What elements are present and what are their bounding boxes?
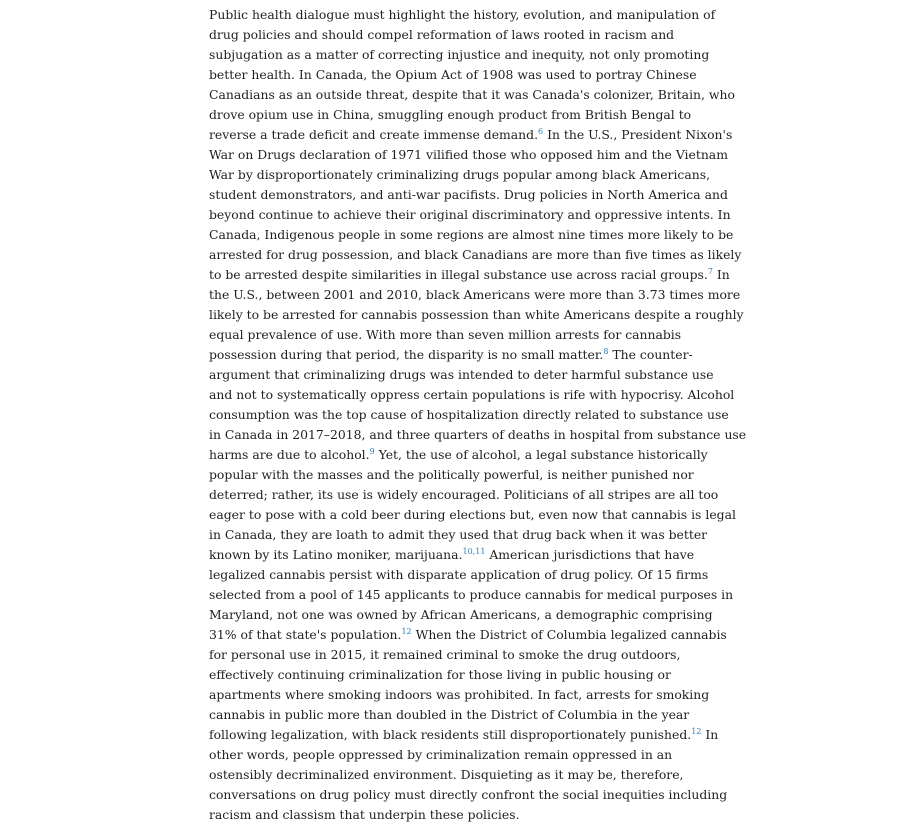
text-line <box>209 505 739 525</box>
text-line <box>209 705 739 725</box>
text-line <box>209 185 739 205</box>
text-line <box>209 525 739 545</box>
text-segment: 31% of that state's population. <box>209 627 402 642</box>
text-segment: apartments where smoking indoors was prohibited. In fact, arrests for smoking <box>209 687 710 702</box>
text-line <box>209 725 739 745</box>
text-segment: drug policies and should compel reformation of laws rooted in racism and <box>209 27 675 42</box>
text-segment: equal prevalence of use. With more than seven million arrests for cannabis <box>209 327 682 342</box>
text-line <box>209 345 739 365</box>
text-segment: likely to be arrested for cannabis possession than white Americans despite a roughly <box>209 307 744 322</box>
text-segment: The counter- <box>608 347 693 362</box>
text-line <box>209 685 739 705</box>
text-segment: deterred; rather, its use is widely encouraged. Politicians of all stripes are all too <box>209 487 719 502</box>
text-segment: subjugation as a matter of correcting injustice and inequity, not only promoting <box>209 47 710 62</box>
reference-link[interactable]: 8 <box>603 347 609 356</box>
text-line <box>209 645 739 665</box>
text-line <box>209 65 739 85</box>
text-line <box>209 465 739 485</box>
text-segment: following legalization, with black residents still disproportionately punished. <box>209 727 692 742</box>
text-segment: other words, people oppressed by criminalization remain oppressed in an <box>209 747 673 762</box>
text-line <box>209 565 739 585</box>
text-segment: beyond continue to achieve their original discriminatory and oppressive intents. In <box>209 207 731 222</box>
text-line <box>209 105 739 125</box>
text-segment: consumption was the top cause of hospitalization directly related to substance use <box>209 407 729 422</box>
text-line <box>209 485 739 505</box>
text-line <box>209 145 739 165</box>
text-line <box>209 265 739 285</box>
text-segment: War on Drugs declaration of 1971 vilified those who opposed him and the Vietnam <box>209 147 728 162</box>
text-line <box>209 365 739 385</box>
text-segment: In <box>701 727 719 742</box>
text-line <box>209 585 739 605</box>
text-segment: Yet, the use of alcohol, a legal substance historically <box>374 447 708 462</box>
text-segment: harms are due to alcohol. <box>209 447 370 462</box>
text-line <box>209 425 747 445</box>
text-segment: arrested for drug possession, and black Canadians are more than five times as likely <box>209 247 742 262</box>
text-segment: in Canada in 2017–2018, and three quarters of deaths in hospital from substance use <box>209 427 747 442</box>
text-line <box>209 605 739 625</box>
text-segment: cannabis in public more than doubled in the District of Columbia in the year <box>209 707 690 722</box>
text-segment: to be arrested despite similarities in illegal substance use across racial groups. <box>209 267 708 282</box>
text-segment: student demonstrators, and anti-war pacifists. Drug policies in North America and <box>209 187 728 202</box>
text-line <box>209 765 739 785</box>
reference-link[interactable]: 6 <box>538 127 544 136</box>
reference-link[interactable]: 10,11 <box>462 547 486 556</box>
text-segment: in Canada, they are loath to admit they used that drug back when it was better <box>209 527 708 542</box>
text-segment: racism and classism that underpin these policies. <box>209 807 520 822</box>
text-segment: effectively continuing criminalization for those living in public housing or <box>209 667 671 682</box>
text-segment: When the District of Columbia legalized cannabis <box>411 627 727 642</box>
text-segment: In <box>712 267 730 282</box>
text-line <box>209 545 739 565</box>
reference-link[interactable]: 7 <box>707 267 713 276</box>
text-line <box>209 305 744 325</box>
text-segment: drove opium use in China, smuggling enough product from British Bengal to <box>209 107 692 122</box>
text-line <box>209 205 739 225</box>
text-segment: In the U.S., President Nixon's <box>543 127 733 142</box>
text-line <box>209 445 739 465</box>
text-segment: Canada, Indigenous people in some regions are almost nine times more likely to be <box>209 227 734 242</box>
article-column <box>209 5 747 825</box>
text-segment: argument that criminalizing drugs was intended to deter harmful substance use <box>209 367 714 382</box>
text-segment: ostensibly decriminalized environment. Disquieting as it may be, therefore, <box>209 767 684 782</box>
text-segment: and not to systematically oppress certain populations is rife with hypocrisy. Alcohol <box>209 387 735 402</box>
reference-link[interactable]: 12 <box>691 727 702 736</box>
text-line <box>209 85 739 105</box>
text-segment: possession during that period, the disparity is no small matter. <box>209 347 604 362</box>
text-segment: selected from a pool of 145 applicants to produce cannabis for medical purposes in <box>209 587 734 602</box>
text-segment: conversations on drug policy must directly confront the social inequities including <box>209 787 728 802</box>
text-segment: legalized cannabis persist with disparate application of drug policy. Of 15 firms <box>209 567 709 582</box>
reference-link[interactable]: 9 <box>369 447 375 456</box>
body-paragraph <box>209 5 747 825</box>
text-line <box>209 325 739 345</box>
text-line <box>209 225 739 245</box>
text-line <box>209 245 742 265</box>
text-line <box>209 125 739 145</box>
text-line <box>209 665 739 685</box>
text-segment: War by disproportionately criminalizing drugs popular among black Americans, <box>209 167 711 182</box>
text-line <box>209 385 739 405</box>
text-segment: better health. In Canada, the Opium Act of 1908 was used to portray Chinese <box>209 67 697 82</box>
text-segment: for personal use in 2015, it remained criminal to smoke the drug outdoors, <box>209 647 681 662</box>
text-segment: Maryland, not one was owned by African Americans, a demographic comprising <box>209 607 713 622</box>
text-segment: American jurisdictions that have <box>485 547 695 562</box>
text-segment: popular with the masses and the politically powerful, is neither punished nor <box>209 467 694 482</box>
text-line <box>209 805 739 825</box>
reference-link[interactable]: 12 <box>401 627 412 636</box>
text-segment: Public health dialogue must highlight the history, evolution, and manipulation of <box>209 7 716 22</box>
text-segment: reverse a trade deficit and create immense demand. <box>209 127 539 142</box>
text-segment: known by its Latino moniker, marijuana. <box>209 547 463 562</box>
text-line <box>209 785 739 805</box>
text-line <box>209 5 739 25</box>
text-segment: Canadians as an outside threat, despite that it was Canada's colonizer, Britain, who <box>209 87 735 102</box>
text-line <box>209 45 739 65</box>
text-line <box>209 745 739 765</box>
text-line <box>209 25 739 45</box>
text-line <box>209 405 739 425</box>
text-line <box>209 285 739 305</box>
text-line <box>209 625 739 645</box>
text-line <box>209 165 739 185</box>
text-segment: the U.S., between 2001 and 2010, black Americans were more than 3.73 times more <box>209 287 741 302</box>
text-segment: eager to pose with a cold beer during elections but, even now that cannabis is legal <box>209 507 736 522</box>
